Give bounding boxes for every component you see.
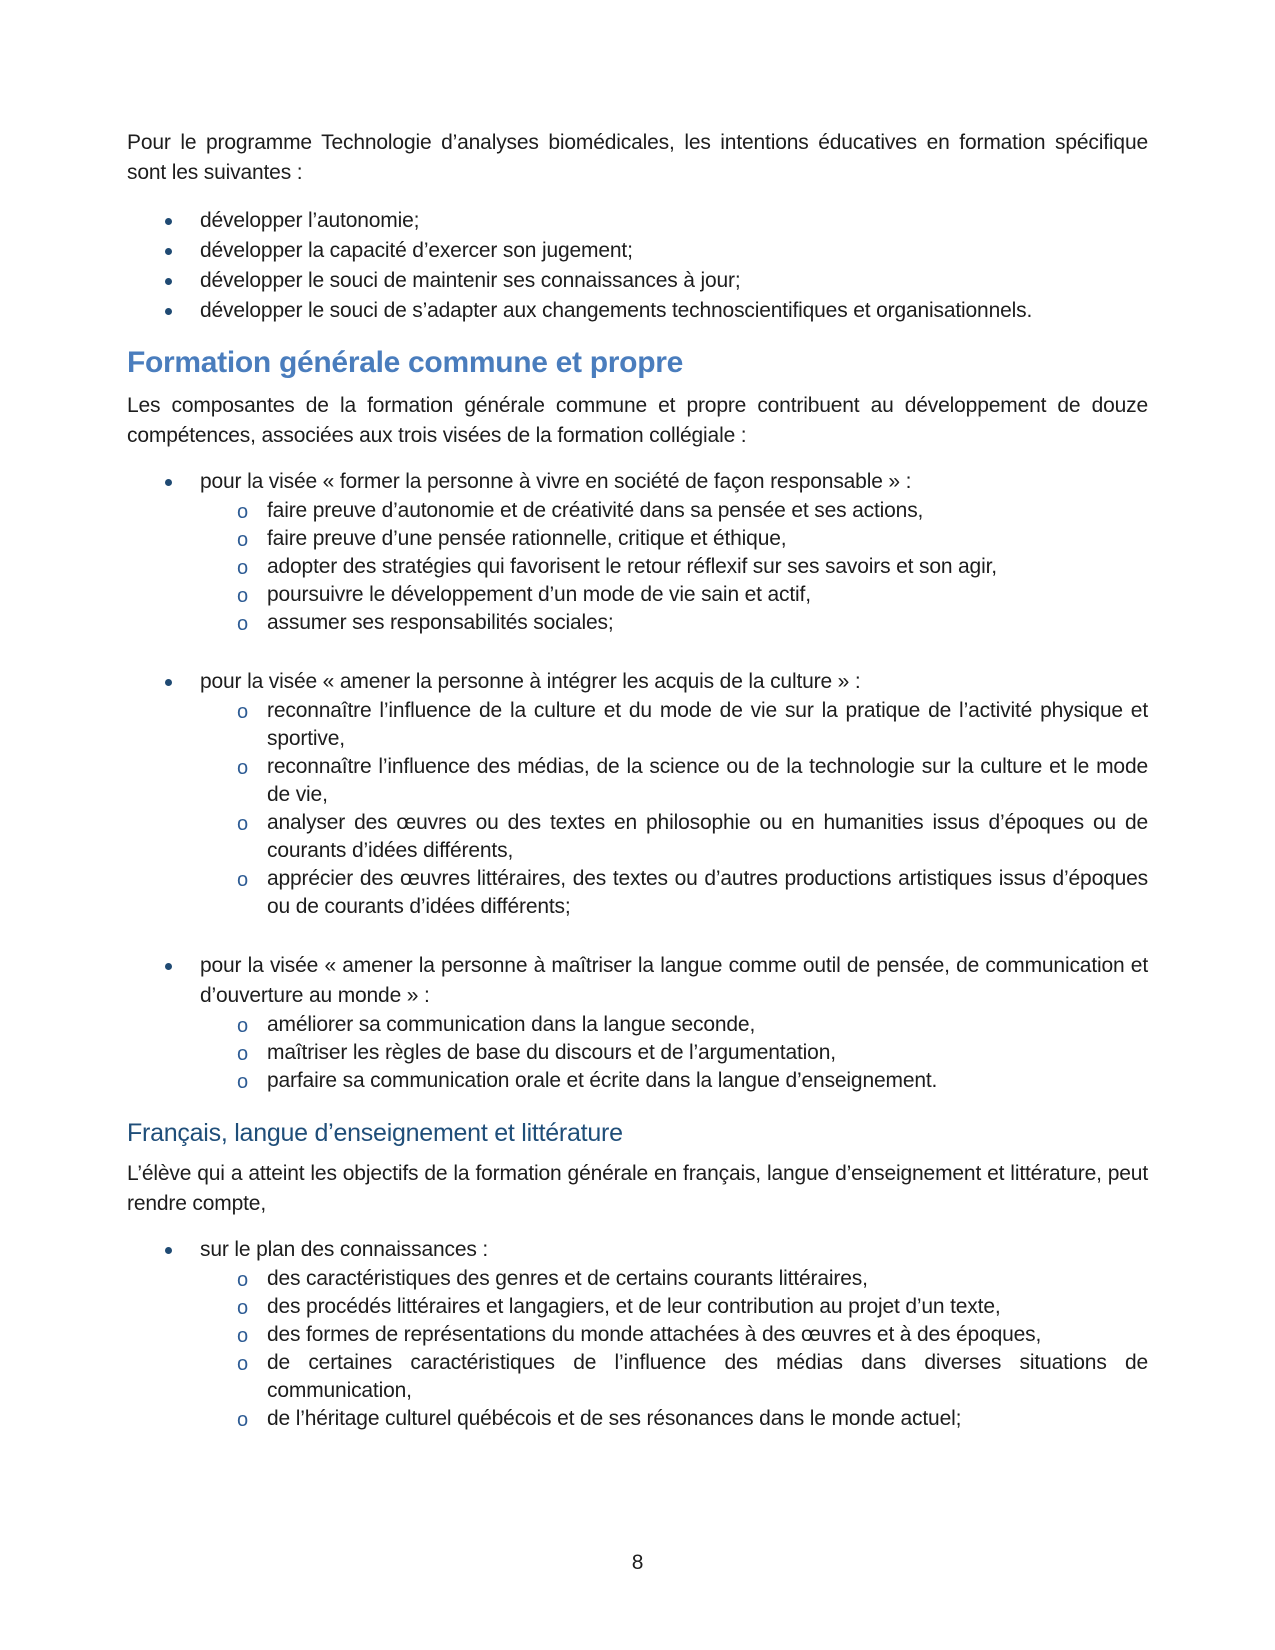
sub-item-text: maîtriser les règles de base du discours et de l’argumentation, — [267, 1041, 836, 1064]
sub-list-item — [127, 1011, 1148, 1039]
bullet-icon — [165, 479, 172, 486]
circle-bullet-icon: o — [237, 701, 248, 723]
circle-bullet-icon: o — [237, 869, 248, 891]
circle-bullet-icon: o — [237, 1071, 248, 1093]
list-item — [127, 206, 1148, 236]
group-lead-text: pour la visée « amener la personne à intégrer les acquis de la culture » : — [200, 670, 861, 693]
circle-bullet-icon: o — [237, 613, 248, 635]
group-lead — [127, 1235, 1148, 1265]
sub-list-item — [127, 525, 1148, 553]
sub-list-item — [127, 809, 1148, 865]
sub-item-text: reconnaître l’influence de la culture et du mode de vie sur la pratique de l’activité physique et sportive, — [267, 699, 1148, 750]
sub-list-item — [127, 609, 1148, 637]
list-item — [127, 296, 1148, 326]
sub-item-text: des formes de représentations du monde attachées à des œuvres et à des époques, — [267, 1323, 1042, 1346]
circle-bullet-icon: o — [237, 1409, 248, 1431]
circle-bullet-icon: o — [237, 757, 248, 779]
list-item — [127, 266, 1148, 296]
sub-item-text: faire preuve d’autonomie et de créativité dans sa pensée et ses actions, — [267, 499, 924, 522]
group-lead-text: pour la visée « amener la personne à maîtriser la langue comme outil de pensée, de communication et d’ouverture au monde » : — [200, 954, 1148, 1007]
circle-bullet-icon: o — [237, 585, 248, 607]
bullet-group — [127, 951, 1148, 1095]
sub-item-text: des caractéristiques des genres et de certains courants littéraires, — [267, 1267, 868, 1290]
sub-list-item — [127, 1405, 1148, 1433]
sub-list-item — [127, 1349, 1148, 1405]
circle-bullet-icon: o — [237, 1353, 248, 1375]
sub-item-text: assumer ses responsabilités sociales; — [267, 611, 614, 634]
sub-list — [127, 697, 1148, 921]
sub-item-text: poursuivre le développement d’un mode de vie sain et actif, — [267, 583, 811, 606]
bullet-icon — [165, 679, 172, 686]
sub-list-item — [127, 1293, 1148, 1321]
sub-item-text: améliorer sa communication dans la langue seconde, — [267, 1013, 756, 1036]
bullet-icon — [165, 963, 172, 970]
bullet-group — [127, 467, 1148, 637]
sub-list — [127, 497, 1148, 637]
bullet-group — [127, 667, 1148, 921]
sub-list-item — [127, 1321, 1148, 1349]
sub-list-item — [127, 1265, 1148, 1293]
sub-list-item — [127, 1039, 1148, 1067]
circle-bullet-icon: o — [237, 1015, 248, 1037]
sub-item-text: analyser des œuvres ou des textes en philosophie ou en humanities issus d’époques ou de courants d’idées différents, — [267, 811, 1148, 862]
page-number: 8 — [631, 1551, 644, 1574]
sub-item-text: parfaire sa communication orale et écrite dans la langue d’enseignement. — [267, 1069, 938, 1092]
list-item-text: développer le souci de maintenir ses connaissances à jour; — [200, 269, 741, 292]
circle-bullet-icon: o — [237, 1269, 248, 1291]
sub-item-text: apprécier des œuvres littéraires, des textes ou d’autres productions artistiques issus d’époques ou de courants d’idées différents; — [267, 867, 1148, 918]
list-item-text: développer le souci de s’adapter aux changements technoscientifiques et organisationnels. — [200, 299, 1033, 322]
sub-list — [127, 1265, 1148, 1433]
bullet-icon — [165, 248, 172, 255]
circle-bullet-icon: o — [237, 813, 248, 835]
circle-bullet-icon: o — [237, 529, 248, 551]
sub-list-item — [127, 865, 1148, 921]
sub-list-item — [127, 497, 1148, 525]
circle-bullet-icon: o — [237, 1297, 248, 1319]
circle-bullet-icon: o — [237, 1043, 248, 1065]
sub-list-item — [127, 697, 1148, 753]
sub-item-text: reconnaître l’influence des médias, de la science ou de la technologie sur la culture et le mode de vie, — [267, 755, 1148, 806]
sub-item-text: adopter des stratégies qui favorisent le retour réflexif sur ses savoirs et son agir, — [267, 555, 997, 578]
list-item-text: développer la capacité d’exercer son jugement; — [200, 239, 633, 262]
group-lead — [127, 667, 1148, 697]
bullet-icon — [165, 218, 172, 225]
page-content — [127, 128, 1148, 1433]
list-item — [127, 236, 1148, 266]
group-lead-text: sur le plan des connaissances : — [200, 1238, 489, 1261]
intro-bullet-list — [127, 206, 1148, 326]
sub-list-item — [127, 581, 1148, 609]
sub-item-text: faire preuve d’une pensée rationnelle, critique et éthique, — [267, 527, 787, 550]
sub-list-item — [127, 753, 1148, 809]
sub-list-item — [127, 1067, 1148, 1095]
group-lead — [127, 467, 1148, 497]
bullet-icon — [165, 278, 172, 285]
sub-list-item — [127, 553, 1148, 581]
sub-list — [127, 1011, 1148, 1095]
circle-bullet-icon: o — [237, 1325, 248, 1347]
circle-bullet-icon: o — [237, 501, 248, 523]
section-intro-paragraph: Les composantes de la formation générale commune et propre contribuent au développement de douze compétences, associées aux trois visées de la formation collégiale : — [127, 394, 1148, 447]
section-heading: Formation générale commune et propre — [127, 346, 683, 379]
circle-bullet-icon: o — [237, 557, 248, 579]
sub-item-text: des procédés littéraires et langagiers, et de leur contribution au projet d’un texte, — [267, 1295, 1001, 1318]
list-item-text: développer l’autonomie; — [200, 209, 420, 232]
intro-paragraph: Pour le programme Technologie d’analyses biomédicales, les intentions éducatives en formation spécifique sont les suivantes : — [127, 131, 1148, 184]
bullet-icon — [165, 308, 172, 315]
bullet-group — [127, 1235, 1148, 1433]
sub-item-text: de l’héritage culturel québécois et de ses résonances dans le monde actuel; — [267, 1407, 962, 1430]
bullet-icon — [165, 1247, 172, 1254]
subsection-heading: Français, langue d’enseignement et littérature — [127, 1119, 623, 1147]
group-lead-text: pour la visée « former la personne à vivre en société de façon responsable » : — [200, 470, 912, 493]
sub-item-text: de certaines caractéristiques de l’influence des médias dans diverses situations de communication, — [267, 1351, 1148, 1402]
subsection-intro-paragraph: L’élève qui a atteint les objectifs de la formation générale en français, langue d’enseignement et littérature, peut rendre compte, — [127, 1162, 1148, 1215]
group-lead — [127, 951, 1148, 1011]
